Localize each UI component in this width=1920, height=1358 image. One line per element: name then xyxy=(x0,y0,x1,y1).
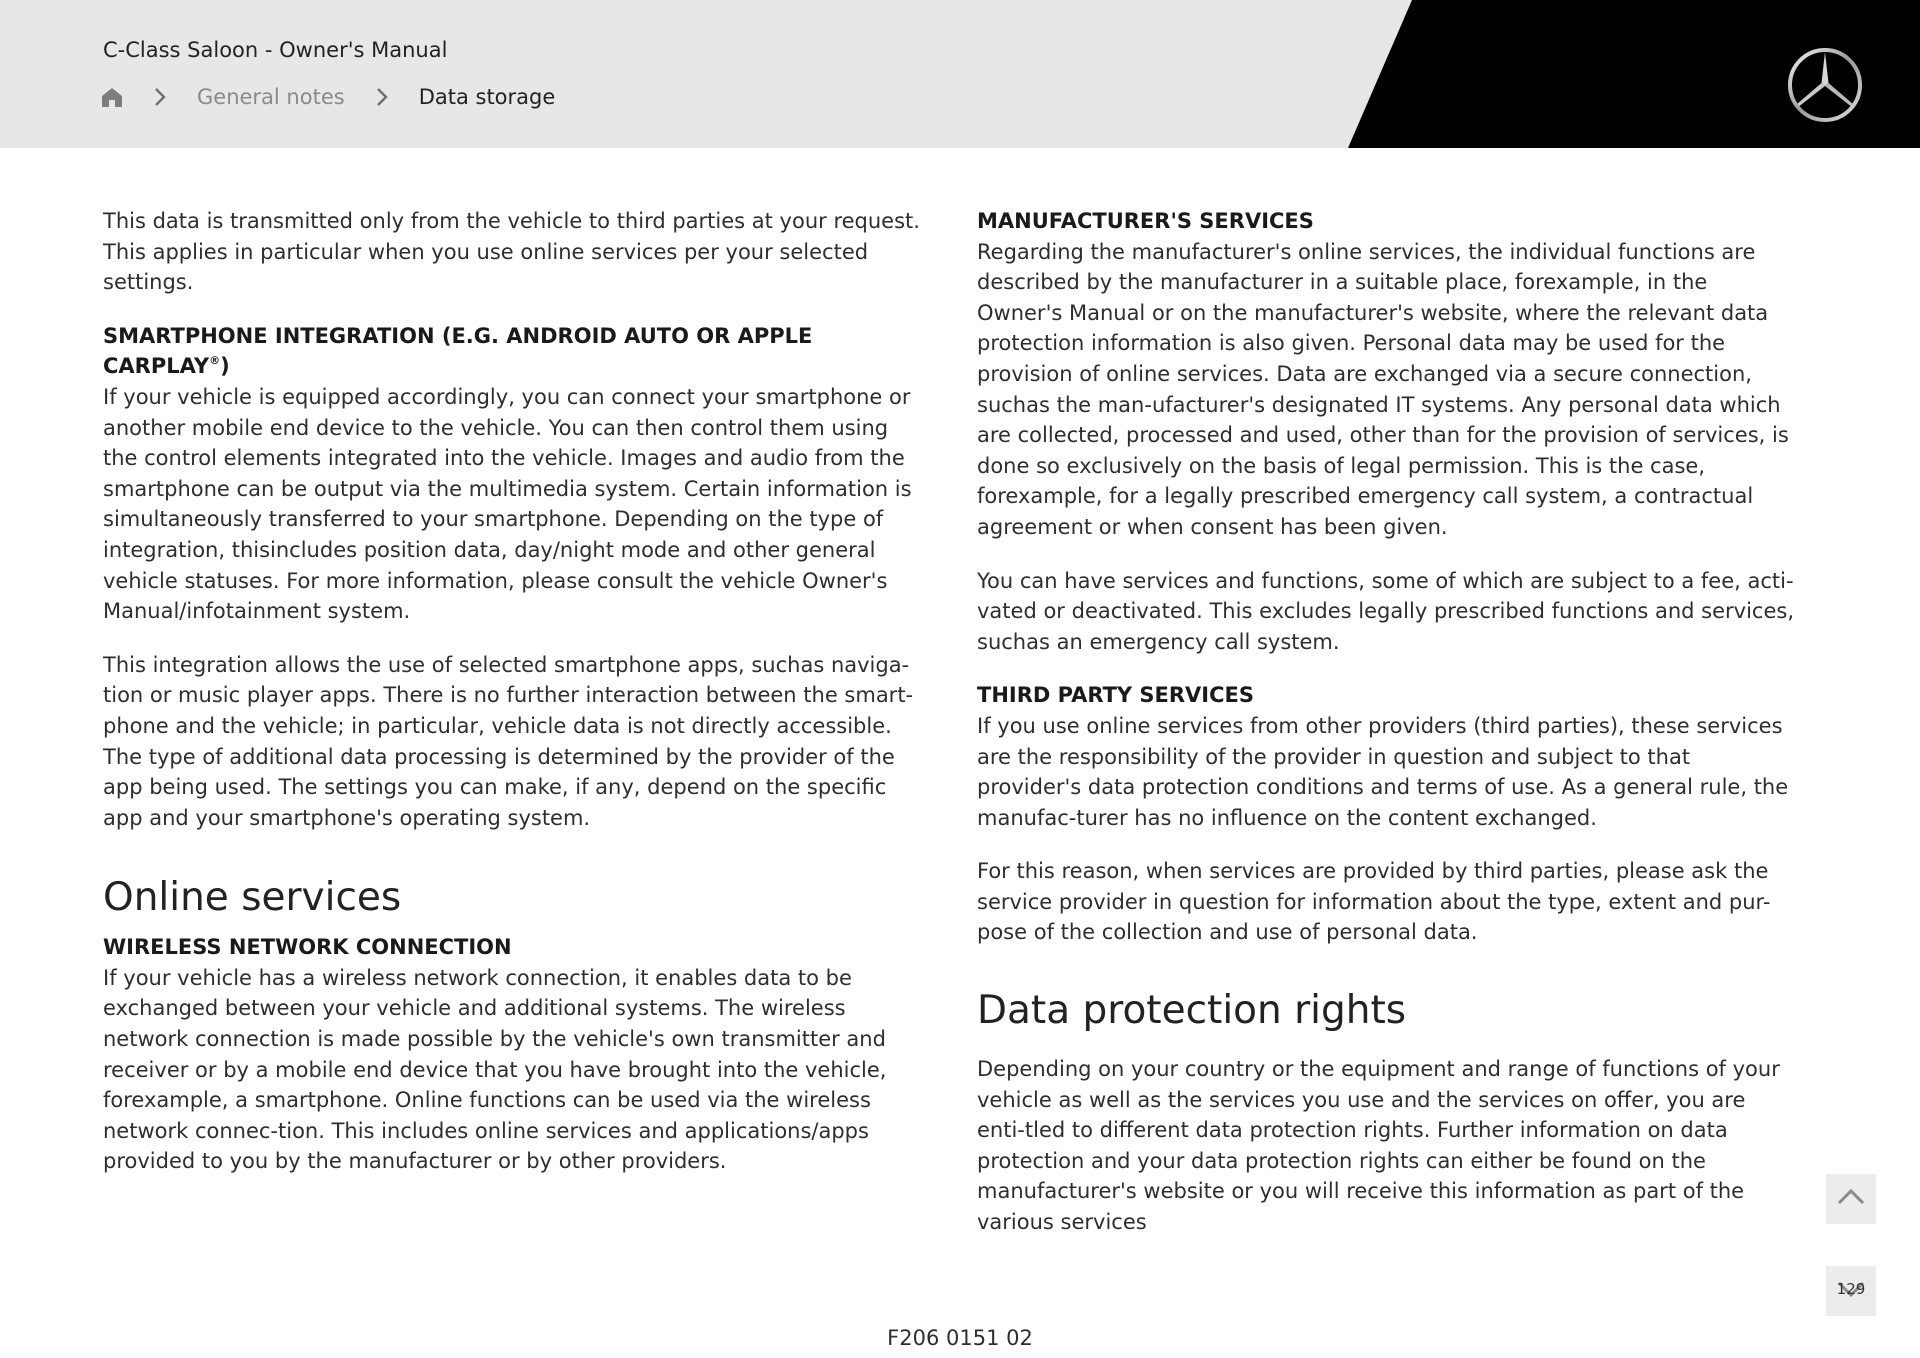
paragraph-third-party: If you use online services from other providers (third parties), these services are the responsibility of the provider in question and subject to that provider's data protection conditions and terms of use. As a general rule, the manufac-turer has no influence on the content exchanged. xyxy=(977,713,1789,830)
third-party-section xyxy=(977,680,1797,833)
left-column xyxy=(103,206,923,1177)
chevron-right-icon xyxy=(375,86,389,108)
wireless-section xyxy=(103,932,923,1177)
manufacturer-services-heading: MANUFACTURER'S SERVICES xyxy=(977,209,1314,233)
mercedes-star-icon xyxy=(1786,46,1864,124)
paragraph-wireless: If your vehicle has a wireless network connection, it enables data to be exchanged between your vehicle and additional systems. The wireless network connection is made possible by the vehicle's own transmitter and receiver or by a mobile end device that you have brought into the vehicle, forexample, a smartphone. Online functions can be used via the wireless network connec-tion. This includes online services and applications/apps provided to you by the manufacturer or by other providers. xyxy=(103,965,887,1174)
paragraph-smartphone-connect: If your vehicle is equipped accordingly, you can connect your smartphone or another mobile end device to the vehicle. You can then control them using the control elements integrated into the vehicle. Images and audio from the smartphone can be output via the multimedia system. Certain information is simultaneously transferred to your smartphone. Depending on the type of integration, thisincludes position data, day/night mode and other general vehicle statuses. For more information, please consult the vehicle Owner's Manual/infotainment system. xyxy=(103,384,912,624)
third-party-services-heading: THIRD PARTY SERVICES xyxy=(977,683,1254,708)
chevron-right-icon xyxy=(153,86,167,108)
smartphone-heading-text: SMARTPHONE INTEGRATION (E.G. ANDROID AUTO OR APPLE CARPLAY xyxy=(103,323,813,379)
wireless-network-heading: WIRELESS NETWORK CONNECTION xyxy=(103,935,512,960)
breadcrumb-data-storage: Data storage xyxy=(418,85,556,109)
smartphone-integration-heading xyxy=(103,321,923,382)
breadcrumb xyxy=(101,80,555,114)
page-number: 129 xyxy=(1836,1280,1866,1298)
document-code: F206 0151 02 xyxy=(887,1326,1033,1350)
smartphone-section xyxy=(103,321,923,627)
paragraph-rights: Depending on your country or the equipment and range of functions of your vehicle as well as the services you use and the services on offer, you are enti-tled to different data protection rights. Further information on data protection and your data protection rights can either be found on the manufacturer's website or you will receive this information as part of the various services xyxy=(977,1057,1780,1235)
paragraph-manufacturer: Regarding the manufacturer's online services, the individual functions are described by the manufacturer in a suitable place, forexample, in the Owner's Manual or on the manufacturer's website, where the relevant data protection information is also given. Personal data may be used for the provision of online services. Data are exchanged via a secure connection, suchas the man-ufacturer's designated IT systems. Any personal data which are collected, processed and used, other than for the provision of services, is done so exclusively on the basis of legal permission. This is the case, forexample, for a legally prescribed emergency call system, a contractual agreement or when consent has been given. xyxy=(977,239,1789,539)
home-icon[interactable] xyxy=(101,86,123,108)
paragraph-integration-apps: This integration allows the use of selected smartphone apps, suchas naviga-tion or music player apps. There is no further interaction between the smart-phone and the vehicle; in particular, vehicle data is not directly accessible. The type of additional data processing is determined by the provider of the app being used. The settings you can make, if any, depend on the specific app and your smartphone's operating system. xyxy=(103,652,914,830)
data-protection-rights-heading: Data protection rights xyxy=(977,988,1407,1034)
paragraph-ask-provider: For this reason, when services are provided by third parties, please ask the service provider in question for information about the type, extent and pur-pose of the collection and use of personal data. xyxy=(977,859,1771,945)
registered-mark: ® xyxy=(209,354,221,368)
online-services-heading: Online services xyxy=(103,875,402,921)
chevron-up-icon xyxy=(1836,1187,1866,1211)
scroll-up-button[interactable] xyxy=(1826,1174,1876,1224)
manual-title: C-Class Saloon - Owner's Manual xyxy=(103,38,448,62)
manufacturer-section xyxy=(977,206,1797,543)
breadcrumb-general-notes[interactable]: General notes xyxy=(197,85,345,109)
paragraph-transmission: This data is transmitted only from the vehicle to third parties at your request. This applies in particular when you use online services per your selected settings. xyxy=(103,209,920,295)
smartphone-heading-close: ) xyxy=(220,354,230,379)
right-column xyxy=(977,206,1797,1238)
paragraph-fee-services: You can have services and functions, some of which are subject to a fee, acti-vated or deactivated. This excludes legally prescribed functions and services, suchas an emergency call system. xyxy=(977,568,1795,654)
